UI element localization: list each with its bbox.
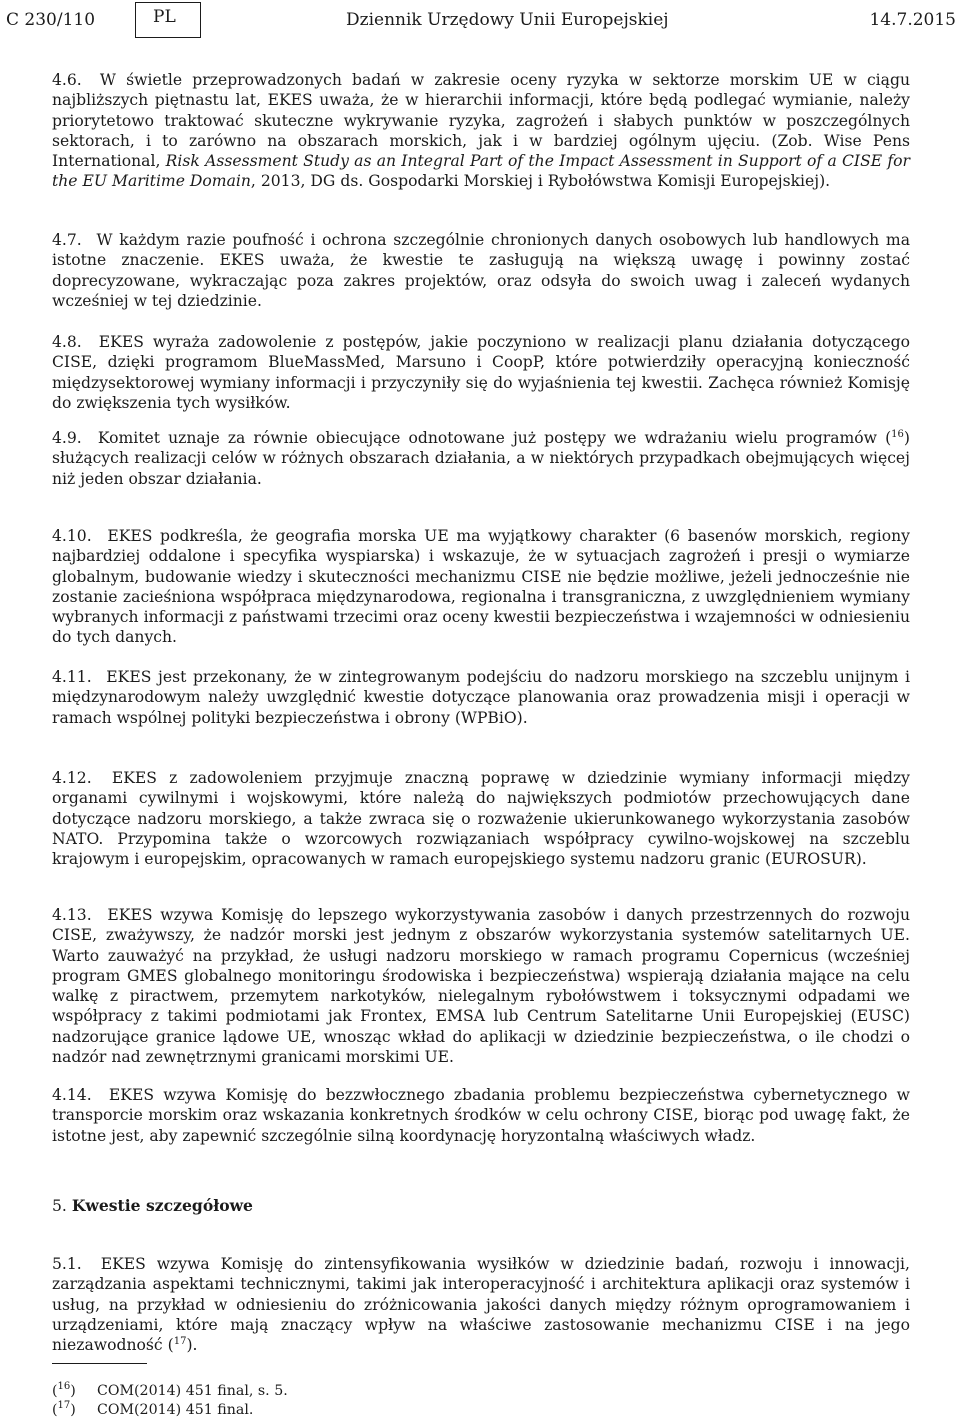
paragraph-text-end: ). xyxy=(186,1336,198,1355)
footnote-ref[interactable]: 16 xyxy=(891,429,904,440)
paragraph-4-11 xyxy=(52,667,910,728)
paragraph-number: 4.12. xyxy=(52,769,92,787)
paragraph-text: Komitet uznaje za równie obiecujące odnotowane już postępy we wdrażaniu wielu programów ( xyxy=(97,429,892,447)
section-heading xyxy=(52,1196,253,1216)
paragraph-number: 5.1. xyxy=(52,1255,82,1273)
paragraph-number: 4.6. xyxy=(52,71,82,89)
paragraph-number: 4.8. xyxy=(52,333,82,351)
paragraph-4-9 xyxy=(52,428,910,489)
paragraph-text: W każdym razie poufność i ochrona szczególnie chronionych danych osobowych lub handlowych ma istotne znaczenie. EKES uważa, że kwestie te zasługują na większą uwagę i powinny zostać doprecyzowane, wykraczając poza zakres projektów, oraz odsyła do swoich uwag i zaleceń wydanych wcześniej w tej dziedzinie. xyxy=(52,231,911,310)
journal-reference: C 230/110 xyxy=(6,10,96,30)
section-title: Kwestie szczegółowe xyxy=(71,1196,253,1215)
paragraph-number: 4.9. xyxy=(52,429,82,447)
paragraph-text-end: ) służących realizacji celów w różnych obszarach działania, a w niektórych przypadkach obejmujących więcej niż jeden obszar działania. xyxy=(52,429,910,488)
paragraph-text: EKES podkreśla, że geografia morska UE ma wyjątkowy charakter (6 basenów morskich, regiony najbardziej oddalone i specyfika wyspiarska) i wskazuje, że w sytuacjach zagrożeń i presji o wymiarze globalnym, budowanie wiedzy i skuteczności mechanizmu CISE nie będzie możliwe, jeżeli jednocześnie nie zostanie zacieśniona współpraca międzynarodowa, regionalna i transgraniczna, z uwzględnieniem wymiany wybranych informacji z państwami trzecimi oraz oceny kwestii bezpieczeństwa i wzajemności w odniesieniu do tych danych. xyxy=(52,527,910,647)
paragraph-text-end: , 2013, DG ds. Gospodarki Morskiej i Rybołówstwa Komisji Europejskiej). xyxy=(250,172,831,191)
paragraph-text: EKES wzywa Komisję do zintensyfikowania wysiłków w dziedzinie badań, rozwoju i innowacji, zarządzania aspektami technicznymi, takimi jak interoperacyjność i architektura aplikacji oraz systemów i usług, na przykład w odniesieniu do zróżnicowania jakości danych między różnym oprogramowaniem i urządzeniami, które mają znaczący wpływ na właściwe zastosowanie mechanizmu CISE i na jego niezawodność ( xyxy=(52,1255,910,1355)
paragraph-4-12 xyxy=(52,768,910,869)
paragraph-4-13 xyxy=(52,905,910,1067)
paragraph-4-8 xyxy=(52,332,910,413)
footnote xyxy=(52,1382,288,1400)
language-box xyxy=(135,2,201,38)
paragraph-text: EKES wyraża zadowolenie z postępów, jakie poczyniono w realizacji planu działania dotyczącego CISE, dzięki programom BlueMassMed, Marsuno i CoopP, które potwierdziły operacyjną konieczność międzysektorowej wymiany informacji i przyczyniły się do wyjaśnienia tej kwestii. Zachęca również Komisję do zwiększenia tych wysiłków. xyxy=(52,333,910,412)
paragraph-4-14 xyxy=(52,1085,910,1146)
paragraph-4-10 xyxy=(52,526,910,648)
footnote xyxy=(52,1401,253,1419)
paragraph-number: 4.14. xyxy=(52,1086,92,1104)
footnote-text: COM(2014) 451 final, s. 5. xyxy=(97,1383,288,1399)
paragraph-text: EKES wzywa Komisję do bezzwłocznego zbadania problemu bezpieczeństwa cybernetycznego w transporcie morskim oraz wskazania konkretnych środków w celu ochrony CISE, biorąc pod uwagę fakt, że istotne jest, aby zapewnić szczególnie silną koordynację horyzontalną właściwych władz. xyxy=(52,1086,910,1145)
paragraph-number: 4.11. xyxy=(52,668,92,686)
paragraph-text: W świetle przeprowadzonych badań w zakresie oceny ryzyka w sektorze morskim UE w ciągu najbliższych piętnastu lat, EKES uważa, że w hierarchii informacji, które będą podlegać wymianie, należy priorytetowo traktować skuteczne wykrywanie ryzyka, zagrożeń i słabych punktów w poszczególnych sektorach, i to zarówno na obszarach morskich, jak i w bardziej ogólnym ujęciu. (Zob. Wise Pens International, xyxy=(52,71,910,171)
paragraph-number: 4.7. xyxy=(52,231,82,249)
paragraph-4-7 xyxy=(52,230,910,311)
footnote-text: COM(2014) 451 final. xyxy=(97,1402,254,1418)
paragraph-5-1 xyxy=(52,1254,910,1355)
paragraph-text: EKES z zadowoleniem przyjmuje znaczną poprawę w dziedzinie wymiany informacji między organami cywilnymi i wojskowymi, które należą do największych podmiotów przechowujących dane dotyczące nadzoru morskiego, a także zwraca się o rozważenie ukierunkowanego wykorzystania zasobów NATO. Przypomina także o wzorcowych rozwiązaniach współpracy cywilno-wojskowej na szczeblu krajowym i europejskim, opracowanych w ramach europejskiego systemu nadzoru granic (EUROSUR). xyxy=(52,769,910,869)
footnote-number: ($^{16}$) xyxy=(52,1381,76,1399)
language-code: PL xyxy=(153,7,176,27)
paragraph-number: 4.13. xyxy=(52,906,92,924)
paragraph-text: EKES jest przekonany, że w zintegrowanym podejściu do nadzoru morskiego na szczeblu unijnym i międzynarodowym należy uwzględnić kwestie dotyczące planowania oraz prowadzenia misji i operacji w ramach wspólnej polityki bezpieczeństwa i obrony (WPBiO). xyxy=(52,668,910,727)
page-header xyxy=(0,6,960,32)
section-number: 5. xyxy=(52,1197,67,1215)
journal-title: Dziennik Urzędowy Unii Europejskiej xyxy=(346,10,669,30)
publication-date: 14.7.2015 xyxy=(869,10,956,30)
footnote-divider xyxy=(52,1363,147,1364)
paragraph-italic-title: Risk Assessment Study as an Integral Part of the Impact Assessment in Support of a CISE for the EU Maritime Domain xyxy=(52,152,910,191)
footnote-number: ($^{17}$) xyxy=(52,1400,76,1418)
paragraph-text: EKES wzywa Komisję do lepszego wykorzystywania zasobów i danych przestrzennych do rozwoju CISE, zważywszy, że nadzór morski jest jednym z obszarów wykorzystania systemów satelitarnych UE. Warto zauważyć na przykład, że usługi nadzoru morskiego w ramach programu Copernicus (wcześniej program GMES globalnego monitoringu środowiska i bezpieczeństwa) wspierają działania mające na celu walkę z piractwem, przemytem narkotyków, nielegalnym rybołówstwem i toksycznymi odpadami we współpracy z takimi podmiotami jak Frontex, EMSA lub Centrum Satelitarne Unii Europejskiej (EUSC) nadzorujące granice lądowe UE, wnosząc wkład do aplikacji w dziedzinie bezpieczeństwa, o ile chodzi o nadzór nad zewnętrznymi granicami morskimi UE. xyxy=(52,906,910,1067)
paragraph-4-6 xyxy=(52,70,910,192)
paragraph-number: 4.10. xyxy=(52,527,92,545)
footnote-ref[interactable]: 17 xyxy=(173,1336,187,1348)
